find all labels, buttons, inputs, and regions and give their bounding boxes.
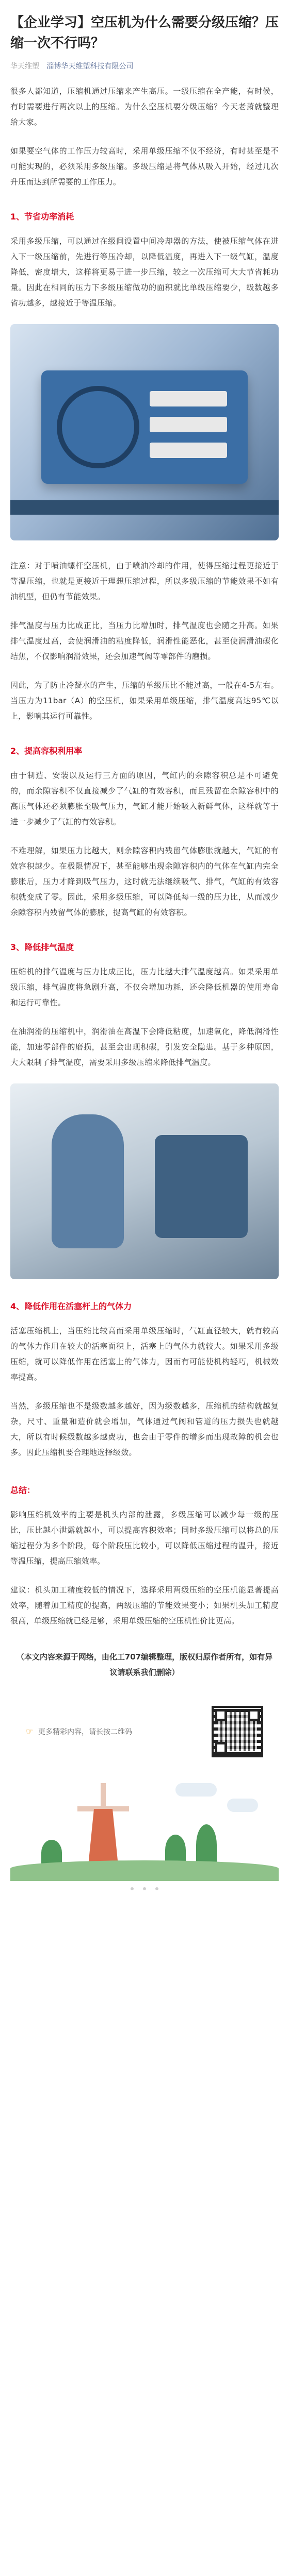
article-author-link[interactable]: 淄博华天维塑科技有限公司	[46, 62, 134, 71]
dot	[143, 1887, 146, 1890]
article-source: 华天维塑	[10, 62, 39, 71]
compressor-tank-photo	[10, 1083, 279, 1279]
footer-tip	[26, 1726, 212, 1737]
intro-paragraph-2: 如果要空气体的工作压力较高时，采用单级压缩不仅不经济，有时甚至是不可能实现的，必须采用多级压缩。多级压缩是将气体从吸入开始，经过几次升压而达到所需要的工作压力。	[10, 146, 279, 187]
section-3-paragraph: 在油润滑的压缩机中，润滑油在高温下会降低粘度，加速氧化，降低润滑性能，加速零部件的磨损，甚至会出现积碳，引发安全隐患。基于多种原因，大大限制了排气温度，需要采用多级压缩来降低排气温度。	[10, 1027, 279, 1067]
footer-tip-text: 更多精彩内容，请长按二维码	[38, 1728, 132, 1736]
pipe-shape	[10, 500, 279, 515]
section-1-paragraph: 注意：对于喷油螺杆空压机，由于喷油冷却的作用，使得压缩过程更接近于等温压缩，也就是更接近于理想压缩过程，所以多级压缩的节能效果不如有油机型，但仍有节能效果。	[10, 561, 279, 601]
footer	[10, 1701, 279, 1762]
decorative-dots	[10, 1887, 279, 1890]
cloud-shape	[227, 1799, 258, 1812]
section-1-paragraph: 排气温度与压力比成正比，当压力比增加时，排气温度也会随之升高。如果排气温度过高，会使润滑油的粘度降低，润滑性能恶化，甚至使润滑油碳化结焦，不仅影响润滑效果，还会加速气阀等零部件的磨损。	[10, 621, 279, 661]
section-4-paragraph: 活塞压缩机上，当压缩比较高而采用单级压缩时，气缸直径较大，就有较高的气体力作用在较大的活塞面积上，活塞上的气体力就较大。如果采用多级压缩，就可以降低作用在活塞上的气体力，因而有可能使机构轻巧，机械效率提高。	[10, 1326, 279, 1382]
article-meta	[10, 61, 279, 71]
compressor-photo	[10, 324, 279, 540]
section-1-paragraph: 采用多级压缩，可以通过在级间设置中间冷却器的方法，使被压缩气体在进入下一级压缩前，先进行等压冷却，以降低温度，再进入下一级气缸，温度降低，密度增大，这样将更易于进一步压缩，较之一次压缩可大大节省耗功量。因此在相同的压力下多级压缩做功的面积就比单级压缩要少，级数越多省功越多，越接近于等温压缩。	[10, 236, 279, 308]
section-heading-1: 1、节省功率消耗	[10, 212, 74, 222]
tree-shape	[41, 1840, 62, 1866]
tree-shape	[196, 1824, 217, 1866]
summary-heading: 总结：	[10, 1485, 36, 1495]
qr-code[interactable]	[212, 1706, 263, 1757]
air-tank-shape	[52, 1114, 124, 1248]
section-heading-3: 3、降低排气温度	[10, 942, 74, 952]
section-2-paragraph: 由于制造、安装以及运行三方面的原因，气缸内的余隙容积总是不可避免的，而余隙容积不仅直接减少了气缸的有效容积，而且残留在余隙容积中的高压气体还必须膨胀至吸气压力，气缸才能开始吸入新鲜气体，这样就等于进一步减少了气缸的有效容积。	[10, 771, 279, 826]
article-title: 【企业学习】空压机为什么需要分级压缩？压缩一次不行吗？	[10, 15, 279, 51]
summary-paragraph: 影响压缩机效率的主要是机头内部的泄露，多级压缩可以减少每一级的压比，压比越小泄露就越小，可以提高容积效率；同时多级压缩可以将总的压缩过程分为多个阶段，每个阶段压比较小，可以降低压缩过程的温升，接近等温压缩，提高压缩效率。	[10, 1510, 279, 1566]
intro-paragraph: 很多人都知道，压缩机通过压缩来产生高压。一级压缩在全产能，有时候，有时需要进行两次以上的压缩。为什么空压机要分级压缩？今天老萧就整理给大家。	[10, 87, 279, 127]
footer-left	[26, 1726, 212, 1737]
compressor-machine-shape	[41, 370, 248, 484]
pointing-hand-icon: ☞	[26, 1726, 34, 1736]
section-3-paragraph: 压缩机的排气温度与压力比成正比，压力比越大排气温度越高。如果采用单级压缩，排气温度将急剧升高，不仅会增加功耗，还会降低机器的使用寿命和运行可靠性。	[10, 967, 279, 1007]
qr-corner	[248, 1709, 260, 1721]
qr-corner	[215, 1709, 227, 1721]
section-1-paragraph: 因此，为了防止冷凝水的产生，压缩的单级压比不能过高，一般在4-5左右。当压力为11bar（A）的空压机，如果采用单级压缩，排气温度高达95℃以上，影响其运行可靠性。	[10, 681, 279, 721]
dot	[155, 1887, 158, 1890]
section-heading-4: 4、降低作用在活塞杆上的气体力	[10, 1301, 132, 1311]
section-4-paragraph: 当然，多级压缩也不是级数越多越好，因为级数越多，压缩机的结构就越复杂，尺寸、重量和造价就会增加，气体通过气阀和管道的压力损失也就越大，所以有时候级数越多越费功，也会由于零件的增多而出现故障的机会也多。因此压缩机要合理地选择级数。	[10, 1401, 279, 1457]
section-heading-2: 2、提高容积利用率	[10, 746, 83, 756]
compressor-unit-shape	[155, 1135, 248, 1238]
ground-shape	[10, 1860, 279, 1881]
section-2-paragraph: 不难理解，如果压力比越大，则余隙容积内残留气体膨胀就越大，气缸的有效容积越少。在极限情况下，甚至能够出现余隙容积内的气体在气缸内完全膨胀后，压力才降到吸气压力，这时就无法继续吸气、排气，气缸的有效容积就变成了零。因此，采用多级压缩，可以降低每一级的压力比，从而减少余隙容积内残留气体的膨胀，提高气缸的有效容积。	[10, 846, 279, 917]
dot	[131, 1887, 134, 1890]
qr-corner	[215, 1742, 227, 1754]
summary-paragraph: 建议：机头加工精度较低的情况下，选择采用两级压缩的空压机能显著提高效率，随着加工精度的提高，两级压缩的节能效果变小；如果机头加工精度很高，单级压缩就已经足够，采用单级压缩的空压机性价比更高。	[10, 1585, 279, 1625]
cloud-shape	[175, 1783, 217, 1797]
windmill-illustration	[10, 1768, 279, 1881]
copyright-note: （本文内容来源于网络，由化工707编辑整理，版权归原作者所有，如有异议请联系我们删除）	[16, 1652, 273, 1677]
